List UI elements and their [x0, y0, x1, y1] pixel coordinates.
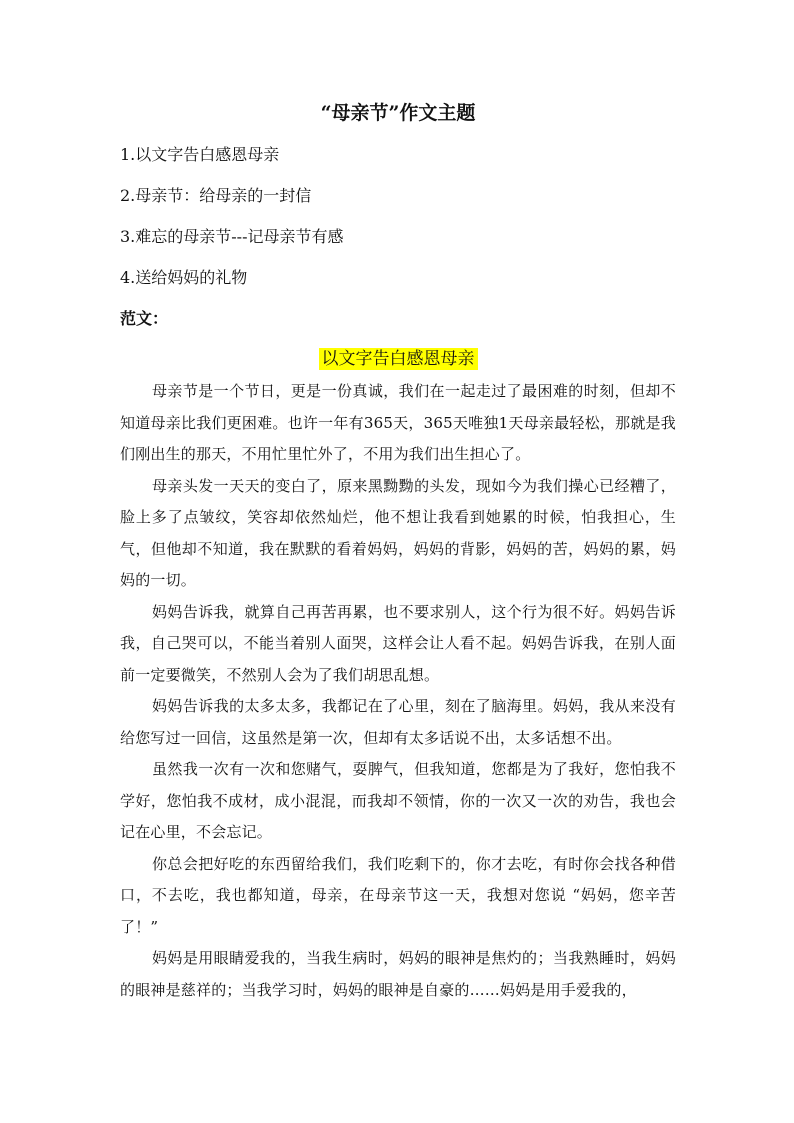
- essay-paragraph-3: 妈妈告诉我，就算自己再苦再累，也不要求别人，这个行为很不好。妈妈告诉我，自己哭可以，不能当着别人面哭，这样会让人看不起。妈妈告诉我，在别人面前一定要微笑，不然别人会为了我们胡思乱想。: [120, 602, 676, 684]
- essay-title-highlighted: 以文字告白感恩母亲: [319, 348, 478, 370]
- essay-paragraph-7: 妈妈是用眼睛爱我的，当我生病时，妈妈的眼神是焦灼的；当我熟睡时，妈妈的眼神是慈祥的；当我学习时，妈妈的眼神是自豪的……妈妈是用手爱我的，: [120, 949, 676, 999]
- essay-paragraph-5: 虽然我一次有一次和您赌气，耍脾气，但我知道，您都是为了我好，您怕我不学好，您怕我不成材，成小混混，而我却不领情，你的一次又一次的劝告，我也会记在心里，不会忘记。: [120, 760, 676, 841]
- essay-paragraph-1: 母亲节是一个节日，更是一份真诚，我们在一起走过了最困难的时刻，但却不知道母亲比我们更困难。也许一年有365天，365天唯独1天母亲最轻松，那就是我们刚出生的那天，不用忙里忙外了，不用为我们出生担心了。: [120, 382, 676, 463]
- essay-title-container: [120, 344, 676, 374]
- sample-essay-label: 范文：: [120, 309, 169, 328]
- document-title: “母亲节”作文主题: [320, 102, 476, 124]
- topic-item-3: 3.难忘的母亲节---记母亲节有感: [120, 227, 344, 246]
- topic-item-4: 4.送给妈妈的礼物: [120, 268, 248, 287]
- essay-paragraph-4: 妈妈告诉我的太多太多，我都记在了心里，刻在了脑海里。妈妈，我从来没有给您写过一回信，这虽然是第一次，但却有太多话说不出，太多话想不出。: [120, 697, 676, 747]
- document-page: [120, 100, 676, 1006]
- essay-paragraph-6: 你总会把好吃的东西留给我们，我们吃剩下的，你才去吃，有时你会找各种借口，不去吃，我也都知道，母亲，在母亲节这一天，我想对您说 “妈妈，您辛苦了！”: [120, 854, 676, 936]
- topic-item-2: 2.母亲节：给母亲的一封信: [120, 186, 312, 205]
- essay-paragraph-2: 母亲头发一天天的变白了，原来黑黝黝的头发，现如今为我们操心已经糟了，脸上多了点皱纹，笑容却依然灿烂，他不想让我看到她累的时候，怕我担心，生气，但他却不知道，我在默默的看着妈妈，妈妈的背影，妈妈的苦，妈妈的累，妈妈的一切。: [120, 476, 676, 589]
- topic-item-1: 1.以文字告白感恩母亲: [120, 145, 280, 164]
